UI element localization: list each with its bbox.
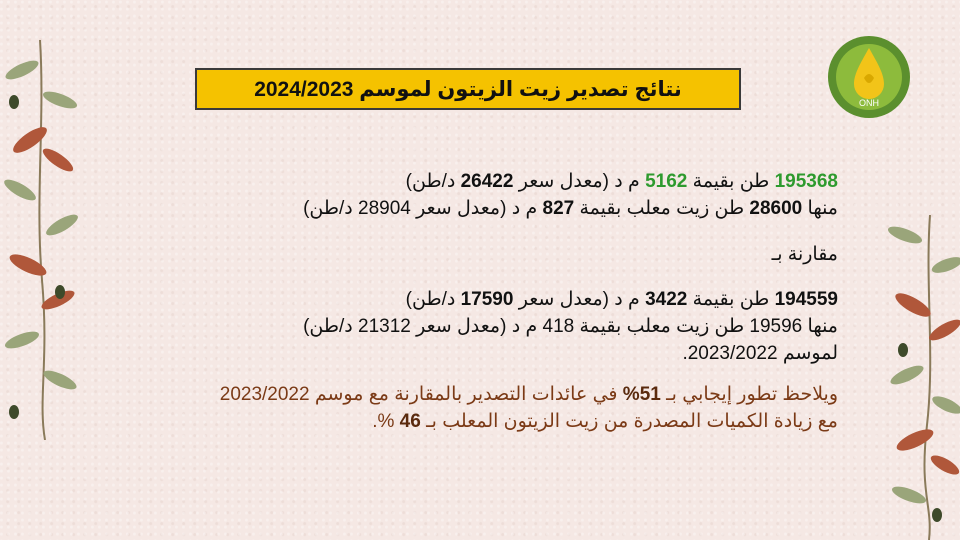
previous-quantity: 194559 <box>774 289 838 310</box>
previous-value: 3422 <box>645 289 688 310</box>
page-title-text: نتائج تصدير زيت الزيتون لموسم 2024/2023 <box>254 77 682 101</box>
current-price: 26422 <box>460 171 514 192</box>
previous-price: 17590 <box>460 289 514 310</box>
olive-branch-right-icon <box>885 215 960 540</box>
compare-label: مقارنة بـ <box>771 244 838 265</box>
onh-logo-icon <box>826 34 912 120</box>
export-results <box>219 168 838 435</box>
current-season-line: 195368 طن بقيمة 5162 م د (معدل سعر 26422 د/طن) <box>405 171 838 192</box>
previous-season-label: لموسم 2023/2022. <box>682 343 838 364</box>
logo-text: ONH <box>859 98 879 108</box>
current-quantity: 195368 <box>774 171 838 192</box>
previous-season-line: 194559 طن بقيمة 3422 م د (معدل سعر 17590 د/طن) <box>405 289 838 310</box>
olive-branch-left-icon <box>0 40 80 440</box>
revenue-growth-percent: 51% <box>622 384 661 405</box>
current-value: 5162 <box>645 171 688 192</box>
packaged-growth-percent: 46 <box>399 411 421 432</box>
current-packaged-quantity: 28600 <box>749 198 803 219</box>
analysis-note-line-2: مع زيادة الكميات المصدرة من زيت الزيتون المعلب بـ 46 %. <box>372 411 838 432</box>
previous-packaged-line: منها 19596 طن زيت معلب بقيمة 418 م د (معدل سعر 21312 د/طن) <box>303 316 838 337</box>
current-packaged-line: منها 28600 طن زيت معلب بقيمة 827 م د (معدل سعر 28904 د/طن) <box>303 198 838 219</box>
current-packaged-value: 827 <box>542 198 575 219</box>
analysis-note <box>219 381 838 435</box>
page-title <box>195 68 741 110</box>
analysis-note-line-1: ويلاحظ تطور إيجابي بـ 51% في عائدات التصدير بالمقارنة مع موسم 2023/2022 <box>219 384 838 405</box>
